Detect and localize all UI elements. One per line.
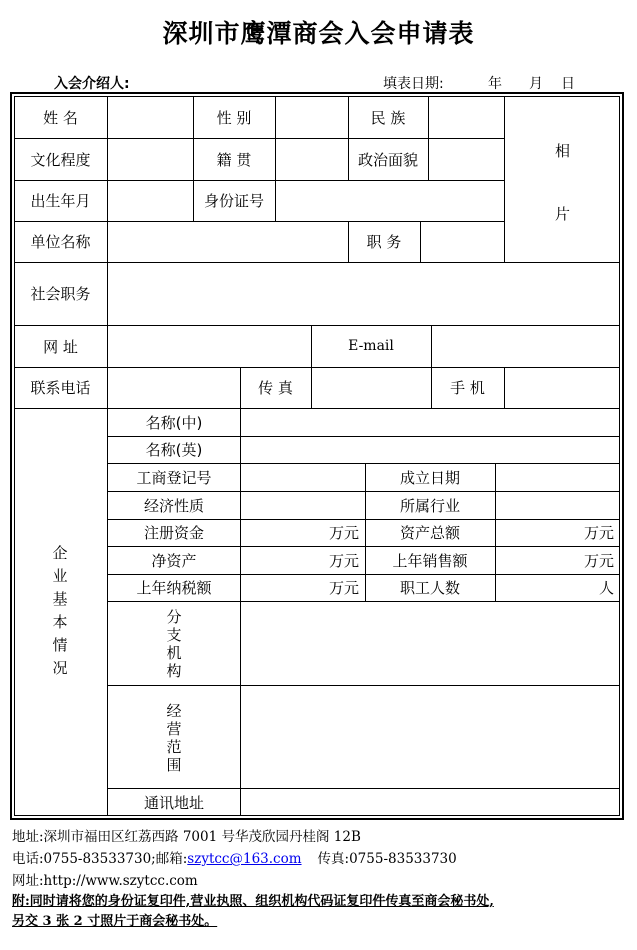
net-assets-unit[interactable]: 万元 [328,551,359,570]
company-name-cn-label: 名称(中) [145,413,203,432]
founded-date-field[interactable] [496,463,620,491]
fax-label: 传 真 [258,379,293,397]
company-name-en-label: 名称(英) [145,441,203,459]
political-status-label: 政治面貌 [357,150,418,169]
industry-field[interactable] [496,491,620,519]
ethnicity-field[interactable] [429,96,504,138]
economic-type-label: 经济性质 [143,496,204,515]
company-name-en-field[interactable] [241,436,620,463]
email-label: E-mail [348,338,394,354]
birth-date-field[interactable] [108,180,193,221]
founded-date-label: 成立日期 [399,468,460,487]
fax-field[interactable] [312,367,431,408]
name-field[interactable] [108,96,193,138]
gender-label: 性 别 [216,108,252,127]
footer-email-link[interactable]: szytcc@163.com [187,851,302,867]
year-label: 年 [488,76,502,92]
education-label: 文化程度 [30,150,91,169]
photo-label-bottom: 片 [554,204,570,223]
branches-field[interactable] [241,602,620,685]
total-assets-label: 资产总额 [399,524,460,542]
footer-fax: 传真:0755-83533730 [317,851,457,867]
position-label: 职 务 [366,233,402,251]
registered-capital-unit[interactable]: 万元 [328,524,359,542]
page-title: 深圳市鹰潭商会入会申请表 [162,19,475,48]
social-positions-field[interactable] [108,262,620,325]
mailing-address-field[interactable] [241,788,620,816]
footer-note-line2: 另交 3 张 2 寸照片于商会秘书处。 [12,914,218,929]
month-label: 月 [529,76,543,92]
introducer-label: 入会介绍人: [54,76,130,92]
mailing-address-label: 通讯地址 [143,793,204,812]
fill-date-label: 填表日期: [383,76,444,92]
ethnicity-label: 民 族 [370,108,406,127]
native-place-field[interactable] [276,138,348,180]
net-assets-label: 净资产 [151,551,197,570]
registered-capital-label: 注册资金 [143,524,204,542]
website-field[interactable] [108,325,311,367]
id-number-field[interactable] [276,180,504,221]
footer-contact [12,847,457,867]
social-positions-label: 社会职务 [30,285,91,303]
footer-address: 地址:深圳市福田区红荔西路 7001 号华茂欣园丹桂阁 12B [12,829,361,845]
last-year-sales-label: 上年销售额 [392,551,468,570]
id-number-label: 身份证号 [203,192,264,210]
last-year-tax-unit[interactable]: 万元 [328,579,359,597]
last-year-sales-unit[interactable]: 万元 [583,551,614,570]
position-field[interactable] [421,221,504,262]
employees-unit[interactable]: 人 [598,579,614,597]
total-assets-unit[interactable]: 万元 [583,524,614,542]
branches-label: 分 支 机 构 [166,608,182,680]
mobile-field[interactable] [505,367,620,408]
phone-label: 联系电话 [30,379,91,397]
last-year-tax-label: 上年纳税额 [136,579,212,597]
economic-type-field[interactable] [241,491,365,519]
native-place-label: 籍 贯 [216,150,252,169]
education-field[interactable] [108,138,193,180]
email-field[interactable] [432,325,620,367]
website-label: 网 址 [43,337,78,356]
business-scope-field[interactable] [241,686,620,788]
footer-phone: 电话:0755-83533730;邮箱: [12,851,188,867]
gender-field[interactable] [276,96,348,138]
employees-label: 职工人数 [399,579,460,597]
day-label: 日 [561,76,575,92]
employer-field[interactable] [108,221,348,262]
birth-date-label: 出生年月 [30,192,91,210]
name-label: 姓 名 [43,108,78,127]
photo-label-top: 相 [554,141,570,160]
mobile-label: 手 机 [450,379,485,397]
industry-label: 所属行业 [399,496,460,515]
phone-field[interactable] [108,367,240,408]
political-status-field[interactable] [429,138,504,180]
employer-label: 单位名称 [30,233,91,251]
registration-no-field[interactable] [241,463,365,491]
footer-website: 网址:http://www.szytcc.com [12,873,198,889]
company-name-cn-field[interactable] [241,408,620,436]
registration-no-label: 工商登记号 [136,468,212,487]
business-scope-label: 经 营 范 围 [166,702,182,774]
footer-note-line1: 附:同时请将您的身份证复印件,营业执照、组织机构代码证复印件传真至商会秘书处, [12,894,494,909]
company-section-label: 企 业 基 本 情 况 [52,544,68,677]
